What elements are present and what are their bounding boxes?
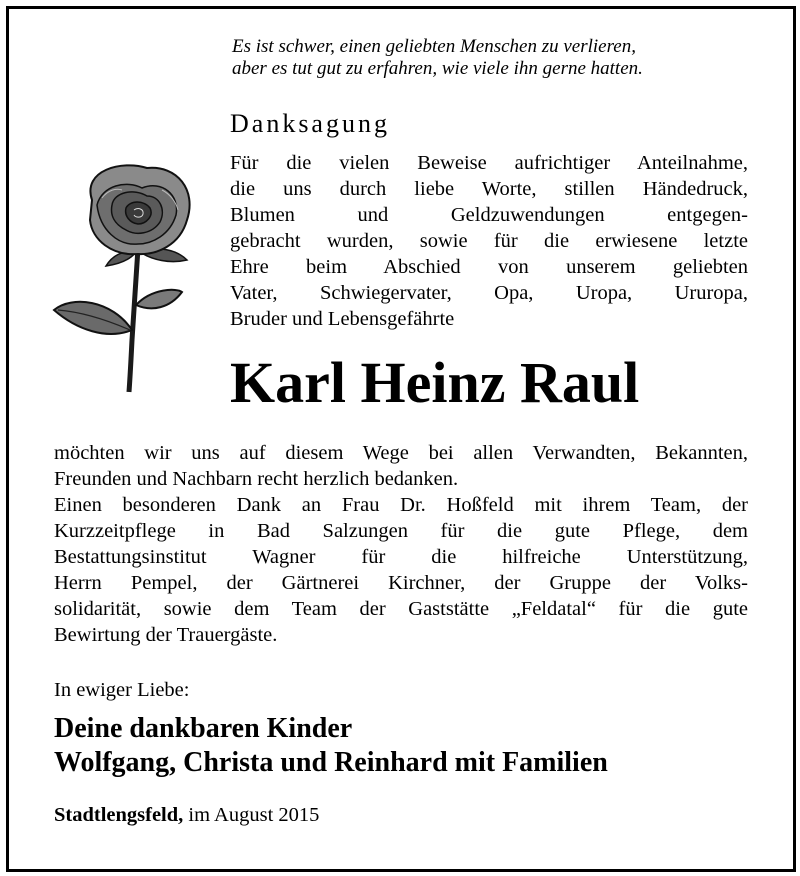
thanks-paragraph — [54, 440, 748, 648]
thanks-line: Kurzzeitpflege in Bad Salzungen für die gute Pflege, dem — [54, 520, 748, 542]
intro-line: Bruder und Lebensgefährte — [230, 308, 455, 330]
thanks-line: Bestattungsinstitut Wagner für die hilfreiche Unterstützung, — [54, 546, 748, 568]
closing-text: In ewiger Liebe: — [54, 679, 190, 701]
intro-line: Vater, Schwiegervater, Opa, Uropa, Ururopa, — [230, 282, 748, 304]
family-line-2: Wolfgang, Christa und Reinhard mit Familien — [54, 747, 608, 778]
intro-line: gebracht wurden, sowie für die erwiesene letzte — [230, 230, 748, 252]
intro-line: Blumen und Geldzuwendungen entgegen- — [230, 204, 748, 226]
thanks-line: möchten wir uns auf diesem Wege bei allen Verwandten, Bekannten, — [54, 442, 748, 464]
thanks-line: solidarität, sowie dem Team der Gaststätte „Feldatal“ für die gute — [54, 598, 748, 620]
family-line-1: Deine dankbaren Kinder — [54, 713, 353, 744]
thanks-line: Herrn Pempel, der Gärtnerei Kirchner, der Gruppe der Volks- — [54, 572, 748, 594]
intro-line: Ehre beim Abschied von unserem geliebten — [230, 256, 748, 278]
thanks-line: Einen besonderen Dank an Frau Dr. Hoßfeld mit ihrem Team, der — [54, 494, 748, 516]
title-danksagung: Danksagung — [230, 109, 390, 138]
intro-line: Für die vielen Beweise aufrichtiger Anteilnahme, — [230, 152, 748, 174]
quote-line-2: aber es tut gut zu erfahren, wie viele ihn gerne hatten. — [232, 58, 643, 79]
place-date-text: im August 2015 — [183, 804, 320, 826]
intro-paragraph — [230, 150, 748, 332]
place-date — [54, 802, 319, 828]
intro-line: die uns durch liebe Worte, stillen Händedruck, — [230, 178, 748, 200]
deceased-name: Karl Heinz Raul — [230, 350, 640, 415]
place-city: Stadtlengsfeld, — [54, 804, 184, 826]
thanks-line: Freunden und Nachbarn recht herzlich bedanken. — [54, 468, 459, 490]
quote-line-1: Es ist schwer, einen geliebten Menschen zu verlieren, — [232, 36, 636, 57]
rose-illustration — [52, 160, 212, 395]
thanks-line: Bewirtung der Trauergäste. — [54, 624, 278, 646]
family-signature — [54, 712, 608, 780]
quote — [232, 36, 752, 80]
